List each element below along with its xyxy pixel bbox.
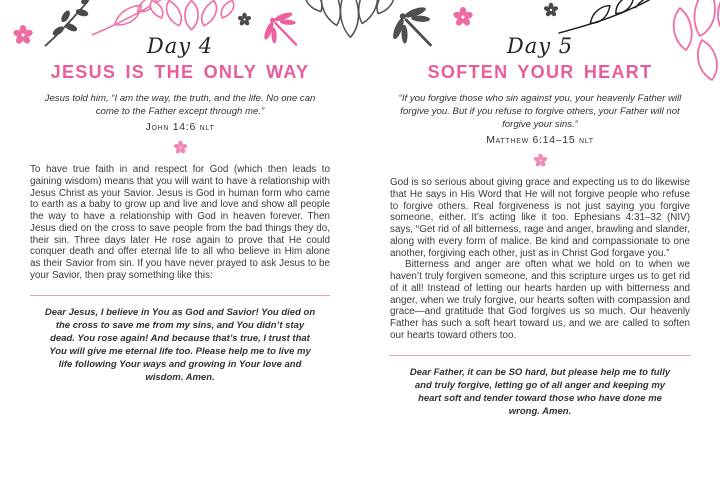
body-paragraph: Bitterness and anger are often what we hold on to when we haven’t truly forgiven someone, and this scripture urges us to get rid of it all! Instead of letting our hearts harden up with bitterness and anger, when we truly forgive, our hearts soften with compassion and grace—and gratitude that God forgives us so much. Our heavenly Father has such a soft heart toward us, and we are called to soften our hearts toward others too.: [390, 259, 690, 341]
page-title: JESUS IS THE ONLY WAY: [50, 62, 310, 82]
prayer-text: Dear Father, it can be SO hard, but please help me to fully and truly forgive, letting go of all anger and keeping my heart soft and tender toward those who have done me wrong. Amen.: [409, 366, 671, 417]
flower-divider-icon: [30, 140, 330, 155]
scripture-reference: John 14:6 nlt: [145, 121, 215, 133]
body-text: [30, 164, 330, 282]
scripture-quote: “If you forgive those who sin against you, your heavenly Father will forgive you. But if you refuse to forgive others, your Father will not forgive your sins.”: [398, 93, 682, 130]
day-label: Day 5: [506, 34, 574, 58]
body-paragraph: To have true faith in and respect for God (which then leads to gaining wisdom) means that you will want to have a relationship with Jesus Christ as your Savior. Jesus is God in human form who came to earth as a baby to grow up and live and love and show all people the way to have a relationship with God in heaven forever. Then Jesus died on the cross to save people from the bad things they do, their sin. Three days later He rose again to prove that He could conquer death and offer eternal life to all who believe in Him alone as their Savior from sin. If you have never prayed to ask Jesus to be your Savior, then pray something like this:: [30, 164, 330, 281]
body-paragraph: God is so serious about giving grace and expecting us to do likewise that He says in His Word that He will not forgive people who refuse to forgive others. Real forgiveness is not just saying you forgive someone, either. It’s acting like it too. Ephesians 4:31–32 (NIV) says, “Get rid of all bitterness, rage and anger, brawling and slander, along with every form of malice. Be kind and compassionate to one another, forgiving each other, just as in Christ God forgave you.”: [390, 177, 690, 259]
scripture-reference: Matthew 6:14–15 nlt: [486, 134, 594, 146]
prayer-rule: [30, 295, 330, 296]
flower-divider-icon: [390, 153, 690, 168]
scripture-quote: Jesus told him, “I am the way, the truth, and the life. No one can come to the Father except through me.”: [44, 93, 316, 117]
page-title: SOFTEN YOUR HEART: [427, 62, 653, 82]
body-text: [390, 177, 690, 342]
right-page: [360, 0, 720, 504]
day-label: Day 4: [146, 34, 214, 58]
prayer-text: Dear Jesus, I believe in You as God and Savior! You died on the cross to save me from my sins, and You didn’t stay dead. You rose again! And because that’s true, I trust that You will give me eternal life too. Please help me to live my life following Your ways and growing in Your love and wisdom. Amen.: [44, 306, 316, 383]
prayer-rule: [390, 355, 690, 356]
